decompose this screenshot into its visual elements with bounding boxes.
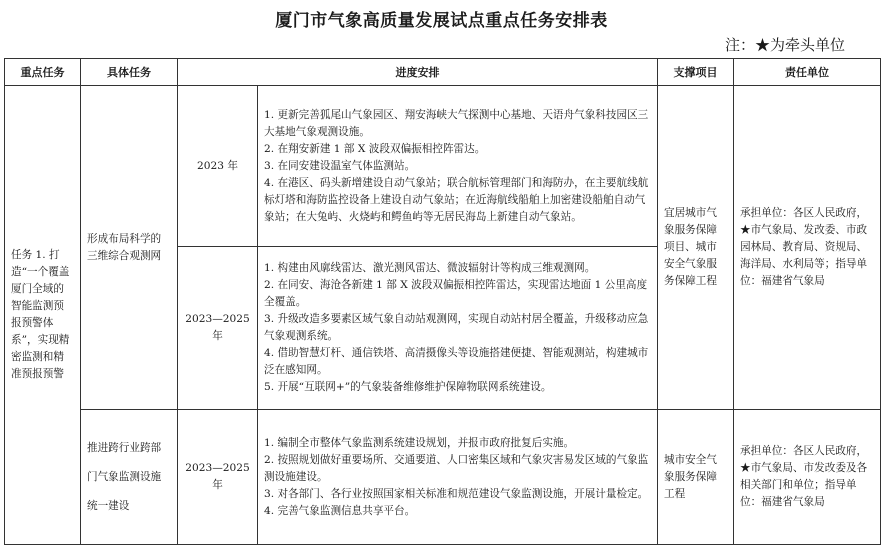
year-cell: 2023—2025年 [178, 410, 258, 545]
progress-item: 4. 借助智慧灯杆、通信铁塔、高清摄像头等设施搭建便捷、智能观测站，构建城市泛在感知网。 [264, 347, 649, 376]
responsible-unit-cell: 承担单位：各区人民政府，★市气象局、市发改委及各相关部门和单位；指导单位：福建省气象局 [734, 410, 881, 545]
year-cell: 2023—2025年 [178, 247, 258, 410]
header-support: 支撑项目 [658, 59, 734, 86]
progress-item: 4. 在港区、码头新增建设自动气象站；联合航标管理部门和海防办，在主要航线航标灯塔和海防监控设备上建设自动气象站；在近海航线船舶上加密建设船舶自动气象站；在大兔屿、火烧屿和鳄鱼屿等无居民海岛上新建自动气象站。 [264, 176, 649, 223]
progress-item: 2. 按照规划做好重要场所、交通要道、人口密集区域和气象灾害易发区域的气象监测设施建设。 [264, 453, 649, 483]
progress-item: 4. 完善气象监测信息共享平台。 [264, 504, 416, 517]
support-project-cell: 城市安全气象服务保障工程 [658, 410, 734, 545]
progress-item: 1. 更新完善狐尾山气象园区、翔安海峡大气探测中心基地、天语舟气象科技园区三大基地气象观测设施。 [264, 108, 649, 138]
progress-item: 3. 对各部门、各行业按照国家相关标准和规范建设气象监测设施，开展计量检定。 [264, 487, 649, 500]
year-cell: 2023 年 [178, 86, 258, 247]
progress-cell [258, 247, 658, 410]
progress-item: 2. 在同安、海沧各新建 1 部 X 波段双偏振相控阵雷达，实现雷达地面 1 公里高度全覆盖。 [264, 279, 648, 308]
key-task-cell: 任务 1. 打造“一个覆盖厦门全域的智能监测预报预警体系”，实现精密监测和精准预报预警 [5, 86, 81, 545]
progress-item: 3. 升级改造多要素区域气象自动站观测网，实现自动站村居全覆盖，升级移动应急气象观测系统。 [264, 313, 649, 342]
legend-note: 注：★为牵头单位 [724, 36, 845, 54]
progress-item: 2. 在翔安新建 1 部 X 波段双偏振相控阵雷达。 [264, 142, 486, 155]
header-progress: 进度安排 [178, 59, 658, 86]
specific-task-cell: 推进跨行业跨部门气象监测设施统一建设 [81, 410, 178, 545]
progress-cell [258, 410, 658, 545]
progress-cell [258, 86, 658, 247]
header-specific-task: 具体任务 [81, 59, 178, 86]
header-key-task: 重点任务 [5, 59, 81, 86]
specific-task-cell: 形成布局科学的三维综合观测网 [81, 86, 178, 410]
progress-item: 1. 编制全市整体气象监测系统建设规划，并报市政府批复后实施。 [264, 436, 575, 449]
support-project-cell: 宜居城市气象服务保障项目、城市安全气象服务保障工程 [658, 86, 734, 410]
table-row [5, 410, 881, 545]
responsible-unit-cell: 承担单位：各区人民政府，★市气象局、发改委、市政园林局、教育局、资规局、海洋局、水利局等；指导单位：福建省气象局 [734, 86, 881, 410]
page-title: 厦门市气象高质量发展试点重点任务安排表 [275, 11, 608, 31]
progress-item: 3. 在同安建设温室气体监测站。 [264, 159, 416, 172]
table-row [5, 86, 881, 247]
progress-item: 1. 构建由风廓线雷达、激光测风雷达、微波辐射计等构成三维观测网。 [264, 262, 596, 274]
table-header-row [5, 59, 881, 86]
header-responsible: 责任单位 [734, 59, 881, 86]
progress-item: 5. 开展“互联网+”的气象装备维修维护保障物联网系统建设。 [264, 381, 552, 393]
task-schedule-table [4, 58, 881, 545]
